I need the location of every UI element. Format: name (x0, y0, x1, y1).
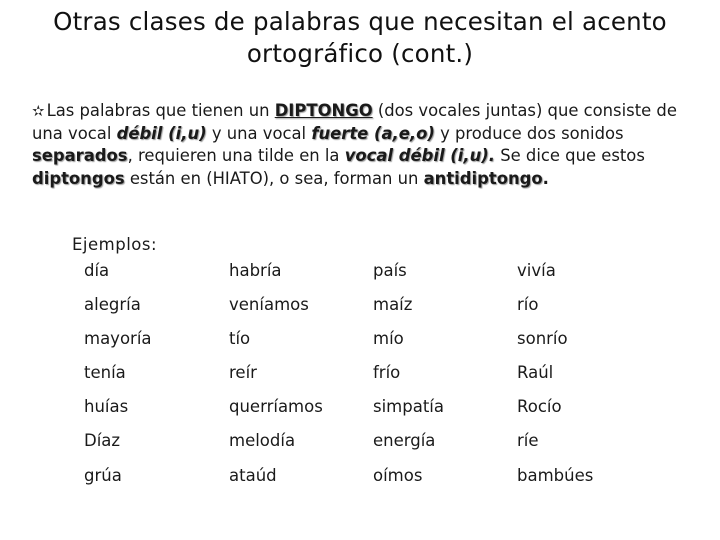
word-cell: sonrío (517, 329, 568, 348)
para-text-3: y una vocal (206, 123, 312, 143)
word-cell: Raúl (517, 363, 554, 382)
word-cell: ríe (517, 431, 539, 450)
para-text-5: , requieren una tilde en la (127, 146, 345, 165)
term-diptongos: diptongos (32, 168, 125, 188)
para-text-1: Las palabras que tienen un (46, 101, 275, 120)
para-text-end: . (542, 168, 549, 188)
slide-title (0, 6, 720, 70)
word-cell: frío (373, 363, 401, 382)
word-cell: oímos (373, 466, 423, 485)
word-cell: simpatía (373, 397, 445, 416)
term-vocal-debil-2: vocal débil (i,u). (344, 146, 495, 165)
word-cell: ataúd (229, 466, 277, 485)
word-cell: mayoría (84, 329, 152, 348)
word-cell: día (84, 261, 110, 280)
word-cell: reír (229, 363, 257, 382)
word-cell: río (517, 295, 539, 314)
para-text-2: (dos vocales juntas) que consiste de una vocal (32, 101, 677, 143)
word-cell: huías (84, 397, 129, 416)
word-cell: bambúes (517, 466, 594, 485)
word-cell: melodía (229, 431, 296, 450)
para-text-7: están en (HIATO), o sea, forman un (124, 168, 424, 188)
word-cell: Díaz (84, 431, 121, 450)
word-cell: alegría (84, 295, 141, 314)
title-line-2: ortográfico (cont.) (246, 39, 474, 68)
title-line-1: Otras clases de palabras que necesitan el acento (53, 7, 667, 36)
term-separados: separados (32, 146, 128, 165)
word-cell: energía (373, 431, 436, 450)
star-outline-icon: ✫ (32, 102, 45, 120)
para-text-4: y produce dos sonidos (434, 123, 624, 143)
word-cell: querríamos (229, 397, 323, 416)
term-vocal-debil: débil (i,u) (116, 123, 207, 143)
term-vocal-fuerte: fuerte (a,e,o) (311, 123, 435, 143)
word-cell: vivía (517, 261, 556, 280)
examples-label: Ejemplos: (72, 235, 158, 254)
word-cell: Rocío (517, 397, 562, 416)
explanation-paragraph (32, 100, 702, 190)
word-cell: veníamos (229, 295, 309, 314)
term-diptongo: DIPTONGO (274, 101, 373, 120)
word-cell: habría (229, 261, 282, 280)
word-cell: maíz (373, 295, 413, 314)
word-cell: mío (373, 329, 404, 348)
word-cell: país (373, 261, 407, 280)
word-cell: tío (229, 329, 251, 348)
term-antidiptongo: antidiptongo (423, 168, 543, 188)
para-text-6: Se dice que estos (495, 146, 645, 165)
word-cell: grúa (84, 466, 122, 485)
word-cell: tenía (84, 363, 126, 382)
